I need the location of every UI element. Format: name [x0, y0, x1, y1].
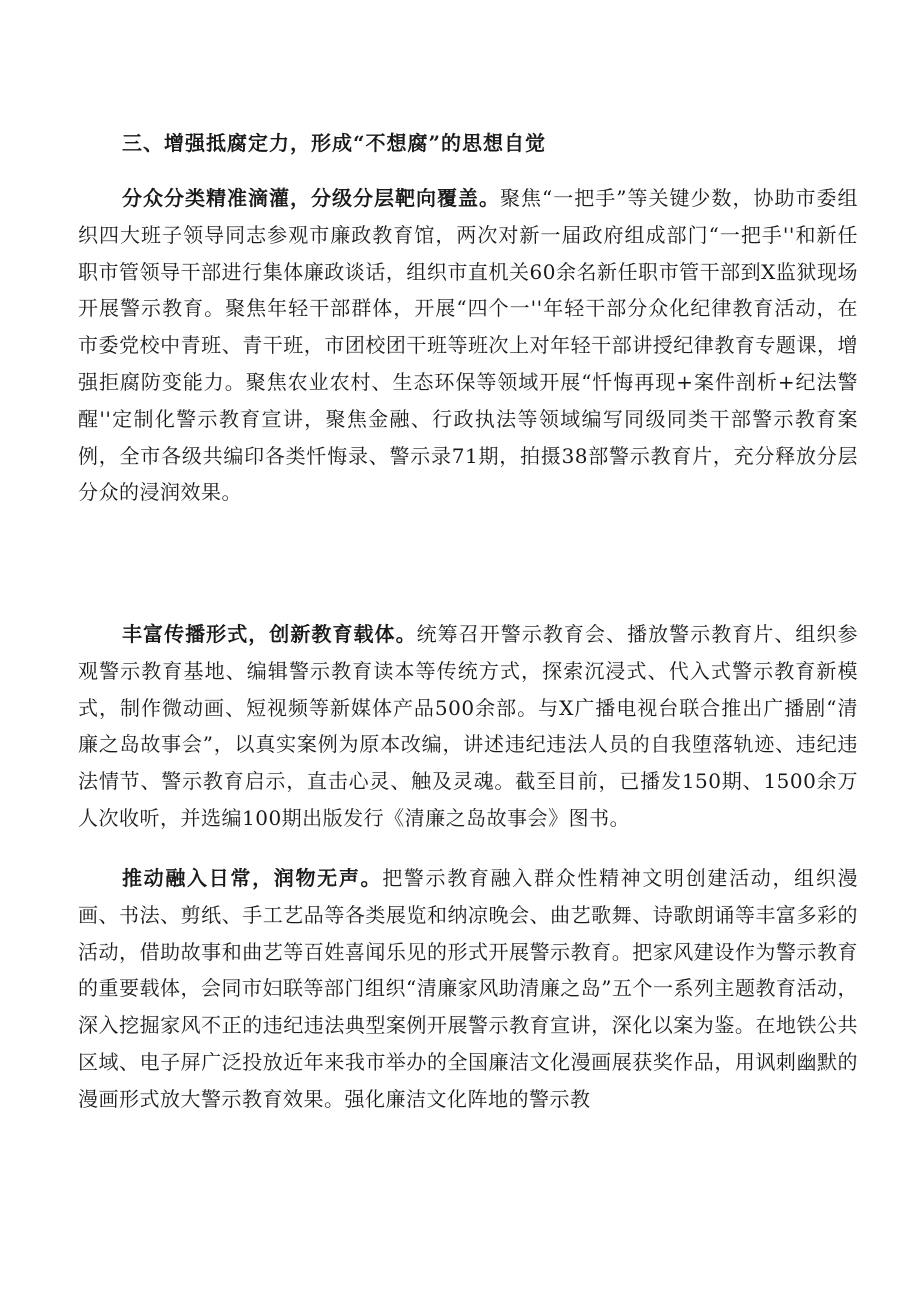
- paragraph-3: [78, 860, 858, 1118]
- paragraph-1-body: 聚焦“一把手”等关键少数，协助市委组织四大班子领导同志参观市廉政教育馆，两次对新一届政府组成部门“一把手''和新任职市管领导干部进行集体廉政谈话，组织市直机关60余名新任职市管干部到X监狱现场开展警示教育。聚焦年轻干部群体，开展“四个一''年轻干部分众化纪律教育活动，在市委党校中青班、青干班，市团校团干班等班次上对年轻干部讲授纪律教育专题课，增强拒腐防变能力。聚焦农业农村、生态环保等领域开展“忏悔再现+案件剖析+纪法警醒''定制化警示教育宣讲，聚焦金融、行政执法等领域编写同级同类干部警示教育案例，全市各级共编印各类忏悔录、警示录71期，拍摄38部警示教育片，充分释放分层分众的浸润效果。: [78, 186, 859, 505]
- paragraph-1-lead: 分众分类精准滴灌，分级分层靶向覆盖。: [122, 186, 501, 210]
- paragraph-1: [78, 180, 858, 511]
- paragraph-3-body: 把警示教育融入群众性精神文明创建活动，组织漫画、书法、剪纸、手工艺品等各类展览和纳凉晚会、曲艺歌舞、诗歌朗诵等丰富多彩的活动，借助故事和曲艺等百姓喜闻乐见的形式开展警示教育。把家风建设作为警示教育的重要载体，会同市妇联等部门组织“清廉家风助清廉之岛”五个一系列主题教育活动，深入挖掘家风不正的违纪违法典型案例开展警示教育宣讲，深化以案为鉴。在地铁公共区域、电子屏广泛投放近年来我市举办的全国廉洁文化漫画展获奖作品，用讽刺幽默的漫画形式放大警示教育效果。强化廉洁文化阵地的警示教: [78, 866, 859, 1111]
- paragraph-3-lead: 推动融入日常，润物无声。: [122, 866, 383, 890]
- paragraph-2-lead: 丰富传播形式，创新教育载体。: [122, 622, 417, 646]
- paragraph-2-body: 统筹召开警示教育会、播放警示教育片、组织参观警示教育基地、编辑警示教育读本等传统方式，探索沉浸式、代入式警示教育新模式，制作微动画、短视频等新媒体产品500余部。与X广播电视台联合推出广播剧“清廉之岛故事会”，以真实案例为原本改编，讲述违纪违法人员的自我堕落轨迹、违纪违法情节、警示教育启示，直击心灵、触及灵魂。截至目前，已播发150期、1500余万人次收听，并选编100期出版发行《清廉之岛故事会》图书。: [78, 622, 859, 830]
- paragraph-2: [78, 616, 858, 837]
- section-heading: 三、增强抵腐定力，形成“不想腐”的思想自觉: [122, 131, 547, 155]
